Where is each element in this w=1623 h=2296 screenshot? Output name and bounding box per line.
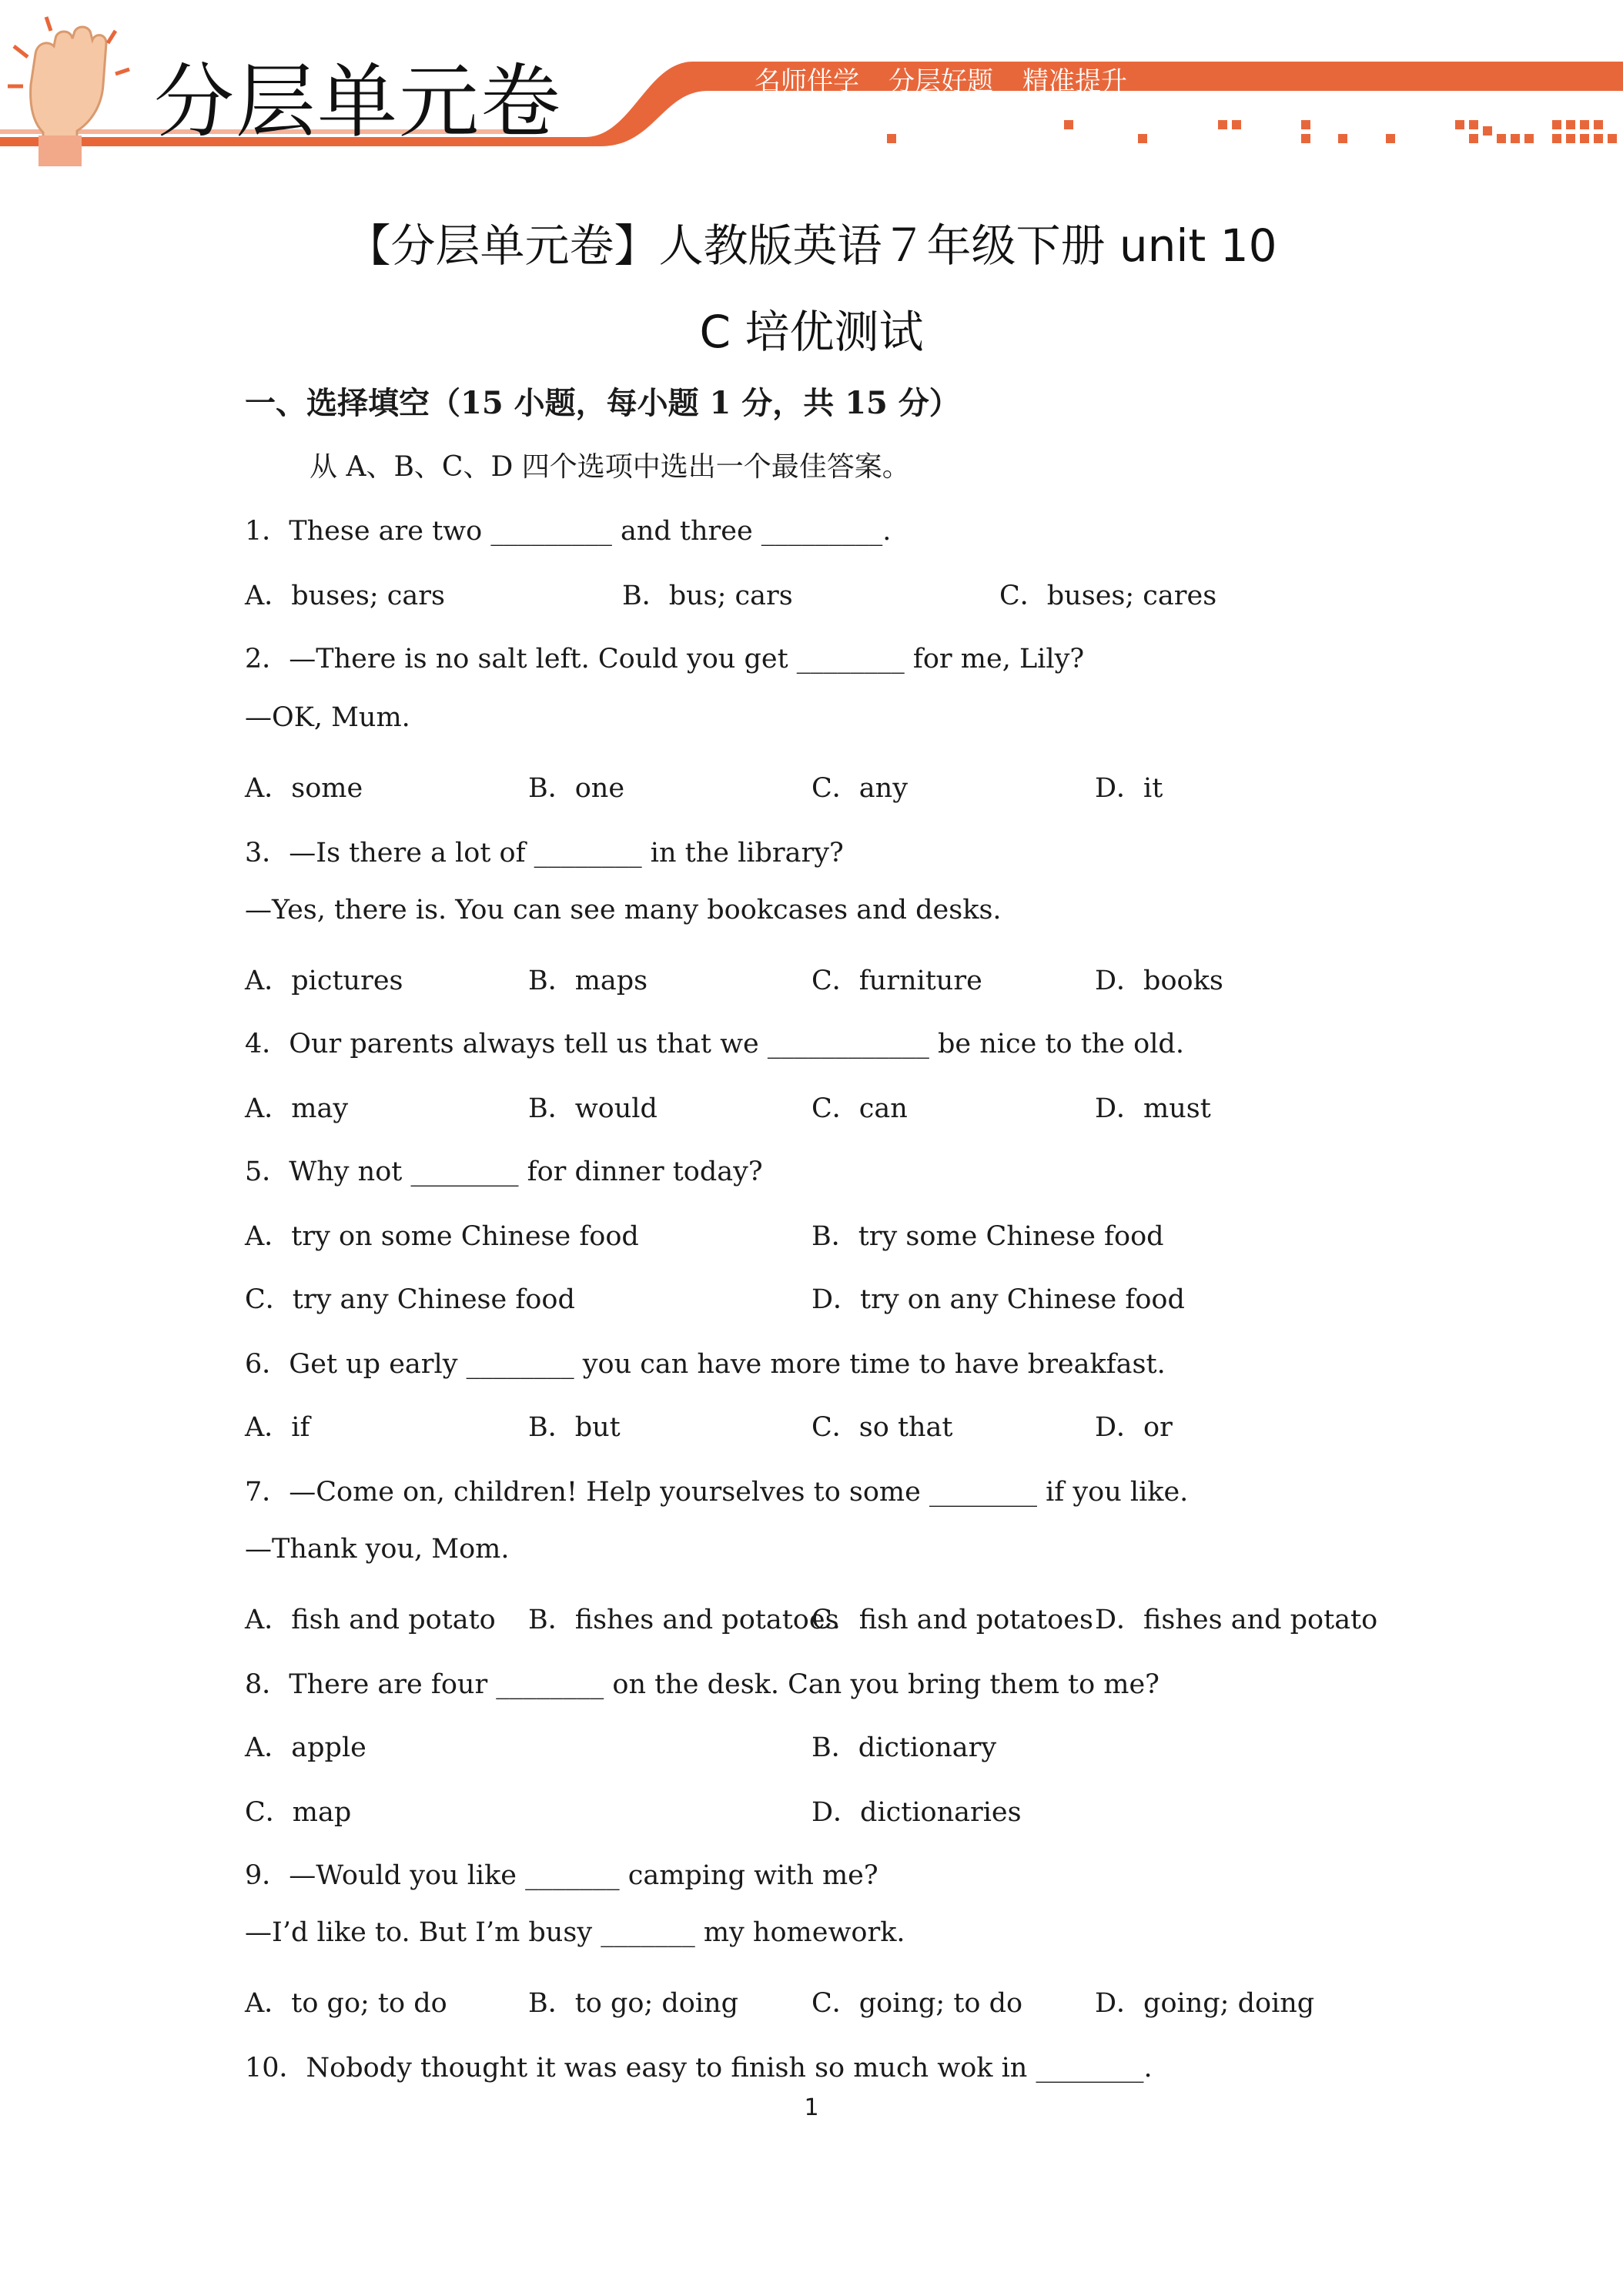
q3-option-d: D．books xyxy=(1095,966,1223,996)
slogan-1: 名师伴学 xyxy=(755,66,859,97)
question-9-reply: —I’d like to. But I’m busy _______ my homework. xyxy=(245,1917,905,1948)
doc-title-line2: C 培优测试 xyxy=(699,306,924,358)
q2-option-b: B．one xyxy=(528,773,625,804)
q2-option-a: A．some xyxy=(245,773,363,804)
header-banner xyxy=(0,0,1623,169)
brand-title: 分层单元卷 xyxy=(154,55,563,149)
q8-option-c: C．map xyxy=(245,1797,352,1828)
question-8-stem: 8．There are four ________ on the desk. Can you bring them to me? xyxy=(245,1669,1160,1700)
q4-option-c: C．can xyxy=(812,1093,908,1124)
q5-option-b: B．try some Chinese food xyxy=(812,1221,1164,1252)
q3-option-c: C．furniture xyxy=(812,966,982,996)
slogan-2: 分层好题 xyxy=(888,66,993,97)
question-6-stem: 6．Get up early ________ you can have more time to have breakfast. xyxy=(245,1349,1166,1380)
q7-option-d: D．fishes and potato xyxy=(1095,1605,1378,1635)
question-7-reply: —Thank you, Mom. xyxy=(245,1534,510,1565)
q9-option-a: A．to go; to do xyxy=(245,1988,447,2019)
q5-option-c: C．try any Chinese food xyxy=(245,1284,575,1315)
question-1-stem: 1．These are two _________ and three _________. xyxy=(245,516,892,547)
q8-option-b: B．dictionary xyxy=(812,1732,997,1763)
question-10-stem: 10．Nobody thought it was easy to finish so much wok in ________. xyxy=(245,2053,1153,2083)
q2-option-c: C．any xyxy=(812,773,908,804)
q5-option-d: D．try on any Chinese food xyxy=(812,1284,1185,1315)
q7-option-b: B．fishes and potatoes xyxy=(528,1605,839,1635)
question-5-stem: 5．Why not ________ for dinner today? xyxy=(245,1156,763,1187)
question-2-reply: —OK, Mum. xyxy=(245,702,410,733)
slogan-3: 精准提升 xyxy=(1022,66,1127,97)
q1-option-c: C．buses; cares xyxy=(999,581,1217,611)
question-9-stem: 9．—Would you like _______ camping with me? xyxy=(245,1860,878,1891)
doc-title-line1: 【分层单元卷】人教版英语７年级下册 unit 10 xyxy=(346,219,1277,272)
q9-option-c: C．going; to do xyxy=(812,1988,1023,2019)
q1-option-b: B．bus; cars xyxy=(622,581,793,611)
q7-option-c: C．fish and potatoes xyxy=(812,1605,1093,1635)
question-7-stem: 7．—Come on, children! Help yourselves to some ________ if you like. xyxy=(245,1477,1189,1508)
q2-option-d: D．it xyxy=(1095,773,1163,804)
q9-option-d: D．going; doing xyxy=(1095,1988,1315,2019)
q4-option-b: B．would xyxy=(528,1093,658,1124)
question-2-stem: 2．—There is no salt left. Could you get ________ for me, Lily? xyxy=(245,644,1085,674)
section-heading: 一、选择填空（15 小题，每小题 1 分，共 15 分） xyxy=(245,385,960,421)
slogan xyxy=(755,60,1127,98)
question-3-stem: 3．—Is there a lot of ________ in the library? xyxy=(245,838,844,869)
q8-option-a: A．apple xyxy=(245,1732,366,1763)
q8-option-d: D．dictionaries xyxy=(812,1797,1022,1828)
q1-option-a: A．buses; cars xyxy=(245,581,445,611)
page-number: 1 xyxy=(804,2094,819,2121)
q3-option-b: B．maps xyxy=(528,966,648,996)
q7-option-a: A．fish and potato xyxy=(245,1605,496,1635)
q3-option-a: A．pictures xyxy=(245,966,403,996)
question-4-stem: 4．Our parents always tell us that we ____________ be nice to the old. xyxy=(245,1029,1184,1059)
q6-option-b: B．but xyxy=(528,1412,621,1443)
q6-option-c: C．so that xyxy=(812,1412,953,1443)
q6-option-a: A．if xyxy=(245,1412,310,1443)
section-instruction: 从 A、B、C、D 四个选项中选出一个最佳答案。 xyxy=(310,451,910,483)
q9-option-b: B．to go; doing xyxy=(528,1988,738,2019)
q6-option-d: D．or xyxy=(1095,1412,1173,1443)
q4-option-a: A．may xyxy=(245,1093,349,1124)
q4-option-d: D．must xyxy=(1095,1093,1211,1124)
q5-option-a: A．try on some Chinese food xyxy=(245,1221,639,1252)
question-3-reply: —Yes, there is. You can see many bookcases and desks. xyxy=(245,895,1002,925)
